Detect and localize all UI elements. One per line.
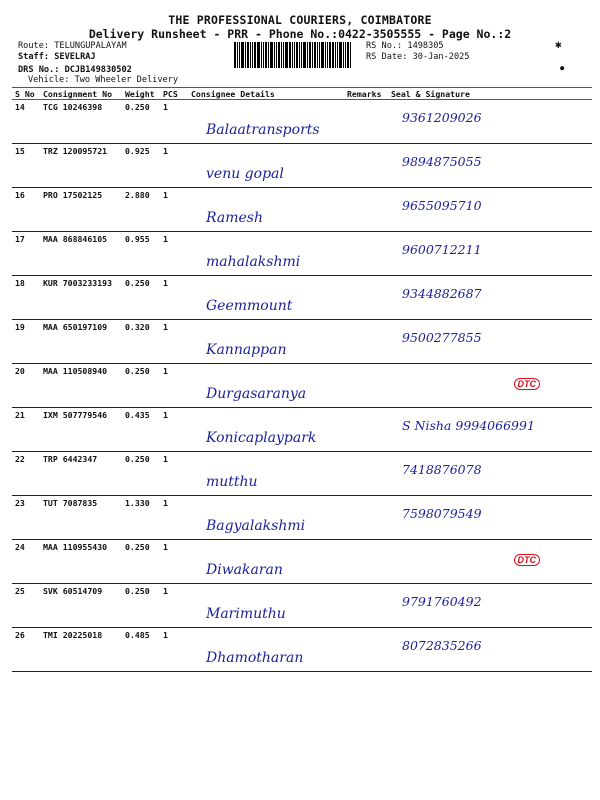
- handwritten-consignee: Geemmount: [206, 298, 293, 314]
- row-weight: 0.250: [122, 452, 160, 496]
- row-pcs: 1: [160, 320, 188, 364]
- row-remarks: [344, 100, 388, 144]
- row-sno: 22: [12, 452, 40, 496]
- table-row: [12, 276, 592, 320]
- row-pcs: 1: [160, 364, 188, 408]
- row-sno: 19: [12, 320, 40, 364]
- row-consignment-no: TRP 6442347: [40, 452, 122, 496]
- row-weight: 0.250: [122, 540, 160, 584]
- handwritten-consignee: mutthu: [206, 474, 258, 490]
- handwritten-consignee: Konicaplaypark: [206, 430, 317, 446]
- row-sno: 17: [12, 232, 40, 276]
- row-consignment-no: MAA 110955430: [40, 540, 122, 584]
- row-consignment-no: MAA 650197109: [40, 320, 122, 364]
- row-remarks: [344, 320, 388, 364]
- row-weight: 0.485: [122, 628, 160, 672]
- row-sno: 14: [12, 100, 40, 144]
- row-remarks: [344, 364, 388, 408]
- vehicle-label: Vehicle: Two Wheeler Delivery: [28, 75, 179, 85]
- row-consignee: [188, 452, 344, 496]
- row-weight: 0.250: [122, 364, 160, 408]
- row-weight: 0.925: [122, 144, 160, 188]
- row-weight: 0.250: [122, 100, 160, 144]
- handwritten-consignee: Kannappan: [206, 342, 287, 358]
- row-remarks: [344, 628, 388, 672]
- row-remarks: [344, 188, 388, 232]
- row-consignment-no: TUT 7087835: [40, 496, 122, 540]
- table-row: [12, 540, 592, 584]
- row-remarks: [344, 540, 388, 584]
- row-consignment-no: TCG 10246398: [40, 100, 122, 144]
- table-row: [12, 232, 592, 276]
- table-row: [12, 408, 592, 452]
- table-header-row: [12, 88, 592, 100]
- runsheet-table: [12, 87, 592, 672]
- row-remarks: [344, 496, 388, 540]
- row-pcs: 1: [160, 100, 188, 144]
- drs-number: DRS No.: DCJB149830502: [18, 65, 132, 75]
- row-consignee: [188, 364, 344, 408]
- rs-date: RS Date: 30-Jan-2025: [366, 52, 470, 62]
- row-pcs: 1: [160, 408, 188, 452]
- col-consignee: Consignee Details: [188, 88, 344, 100]
- company-title: THE PROFESSIONAL COURIERS, COIMBATORE: [168, 13, 432, 27]
- row-sno: 24: [12, 540, 40, 584]
- row-consignment-no: TRZ 120095721: [40, 144, 122, 188]
- dot-mark-icon: ●: [560, 64, 565, 72]
- row-signature: [388, 496, 592, 540]
- row-signature: [388, 232, 592, 276]
- row-signature: [388, 188, 592, 232]
- row-consignee: [188, 496, 344, 540]
- handwritten-signature: S Nisha 9994066991: [402, 418, 535, 433]
- col-signature: Seal & Signature: [388, 88, 592, 100]
- row-consignment-no: MAA 868846105: [40, 232, 122, 276]
- row-remarks: [344, 452, 388, 496]
- handwritten-signature: 9500277855: [402, 330, 482, 345]
- table-row: [12, 364, 592, 408]
- row-sno: 18: [12, 276, 40, 320]
- row-remarks: [344, 584, 388, 628]
- row-consignment-no: SVK 60514709: [40, 584, 122, 628]
- row-sno: 16: [12, 188, 40, 232]
- dtc-stamp: DTC: [514, 378, 541, 390]
- row-pcs: 1: [160, 276, 188, 320]
- col-weight: Weight: [122, 88, 160, 100]
- row-weight: 0.955: [122, 232, 160, 276]
- table-row: [12, 496, 592, 540]
- handwritten-signature: 9361209026: [402, 110, 482, 125]
- row-sno: 20: [12, 364, 40, 408]
- handwritten-signature: 9344882687: [402, 286, 482, 301]
- row-weight: 0.320: [122, 320, 160, 364]
- row-consignee: [188, 232, 344, 276]
- row-consignee: [188, 408, 344, 452]
- row-sno: 15: [12, 144, 40, 188]
- handwritten-signature: 9894875055: [402, 154, 482, 169]
- barcode: [234, 42, 358, 68]
- row-pcs: 1: [160, 232, 188, 276]
- row-pcs: 1: [160, 496, 188, 540]
- handwritten-consignee: Marimuthu: [206, 606, 286, 622]
- row-consignee: [188, 628, 344, 672]
- row-signature: [388, 540, 592, 584]
- row-consignment-no: TMI 20225018: [40, 628, 122, 672]
- row-signature: [388, 628, 592, 672]
- rs-number: RS No.: 1498305: [366, 41, 444, 51]
- table-row: [12, 628, 592, 672]
- row-consignee: [188, 584, 344, 628]
- row-weight: 0.250: [122, 584, 160, 628]
- row-remarks: [344, 232, 388, 276]
- row-consignment-no: PRO 17502125: [40, 188, 122, 232]
- row-signature: [388, 408, 592, 452]
- table-row: [12, 188, 592, 232]
- row-consignee: [188, 320, 344, 364]
- row-remarks: [344, 408, 388, 452]
- row-signature: [388, 320, 592, 364]
- row-consignment-no: KUR 7003233193: [40, 276, 122, 320]
- star-mark-icon: ✱: [555, 38, 562, 51]
- handwritten-consignee: Balaatransports: [206, 122, 320, 138]
- table-row: [12, 320, 592, 364]
- row-signature: [388, 364, 592, 408]
- row-weight: 0.435: [122, 408, 160, 452]
- handwritten-consignee: venu gopal: [206, 166, 284, 182]
- route-label: Route: TELUNGUPALAYAM: [18, 41, 127, 51]
- row-consignee: [188, 540, 344, 584]
- col-pcs: PCS: [160, 88, 188, 100]
- sheet-title: Delivery Runsheet - PRR - Phone No.:0422-3505555 - Page No.:2: [88, 27, 512, 41]
- handwritten-consignee: Diwakaran: [206, 562, 283, 578]
- handwritten-consignee: Bagyalakshmi: [206, 518, 306, 534]
- row-signature: [388, 452, 592, 496]
- row-remarks: [344, 144, 388, 188]
- row-consignee: [188, 100, 344, 144]
- handwritten-consignee: mahalakshmi: [206, 254, 301, 270]
- handwritten-signature: 8072835266: [402, 638, 482, 653]
- row-consignment-no: MAA 110508940: [40, 364, 122, 408]
- table-row: [12, 100, 592, 144]
- dtc-stamp: DTC: [514, 554, 541, 566]
- row-remarks: [344, 276, 388, 320]
- handwritten-signature: 9791760492: [402, 594, 482, 609]
- row-consignee: [188, 276, 344, 320]
- col-remarks: Remarks: [344, 88, 388, 100]
- handwritten-signature: 9655095710: [402, 198, 482, 213]
- row-pcs: 1: [160, 628, 188, 672]
- row-pcs: 1: [160, 540, 188, 584]
- row-consignment-no: IXM 507779546: [40, 408, 122, 452]
- row-sno: 26: [12, 628, 40, 672]
- table-row: [12, 144, 592, 188]
- row-weight: 2.880: [122, 188, 160, 232]
- row-pcs: 1: [160, 584, 188, 628]
- row-weight: 1.330: [122, 496, 160, 540]
- row-sno: 25: [12, 584, 40, 628]
- row-sno: 21: [12, 408, 40, 452]
- row-signature: [388, 100, 592, 144]
- row-sno: 23: [12, 496, 40, 540]
- row-weight: 0.250: [122, 276, 160, 320]
- staff-label: Staff: SEVELRAJ: [18, 52, 96, 62]
- row-signature: [388, 276, 592, 320]
- row-consignee: [188, 188, 344, 232]
- row-pcs: 1: [160, 452, 188, 496]
- row-consignee: [188, 144, 344, 188]
- col-sno: S No: [12, 88, 40, 100]
- table-row: [12, 584, 592, 628]
- handwritten-signature: 7418876078: [402, 462, 482, 477]
- table-row: [12, 452, 592, 496]
- handwritten-consignee: Dhamotharan: [206, 650, 304, 666]
- handwritten-consignee: Ramesh: [206, 210, 263, 226]
- handwritten-signature: 9600712211: [402, 242, 482, 257]
- col-consignment: Consignment No: [40, 88, 122, 100]
- row-signature: [388, 584, 592, 628]
- handwritten-consignee: Durgasaranya: [206, 386, 307, 402]
- row-pcs: 1: [160, 144, 188, 188]
- row-signature: [388, 144, 592, 188]
- row-pcs: 1: [160, 188, 188, 232]
- handwritten-signature: 7598079549: [402, 506, 482, 521]
